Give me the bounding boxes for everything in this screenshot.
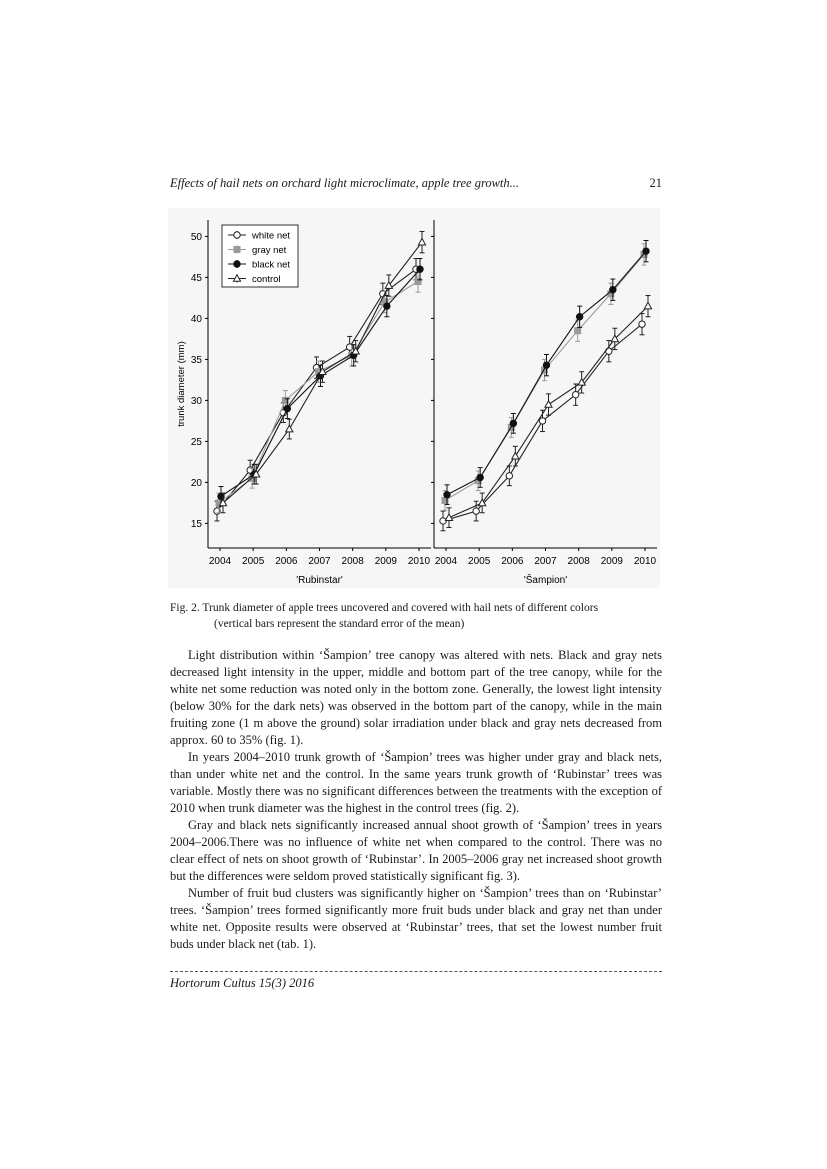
data-point-black-net xyxy=(576,314,582,320)
x-tick-label: 2004 xyxy=(208,556,232,567)
journal-footer: Hortorum Cultus 15(3) 2016 xyxy=(170,976,315,990)
paragraph-2: In years 2004–2010 trunk growth of ‘Šampion’ trees was higher under gray and black nets, than under white net and the control. In the same years trunk growth of ‘Rubinstar’ trees was variable. Mostly there was no significant differences between the treatments with the exception of 2010 when trunk diameter was the highest in the control trees (fig. 2). xyxy=(170,750,662,815)
figure-caption xyxy=(170,600,662,632)
paragraph-3: Gray and black nets significantly increased annual shoot growth of ‘Šampion’ trees in years 2004–2006.There was no influence of white net when compared to the control. There was no clear effect of nets on shoot growth of ‘Rubinstar’. In 2005–2006 gray net increased shoot growth but the differences were seldom proved statistically significant fig. 3). xyxy=(170,818,662,883)
data-point-gray-net xyxy=(575,328,581,334)
running-title: Effects of hail nets on orchard light microclimate, apple tree growth... xyxy=(170,176,520,190)
data-point-white-net xyxy=(639,321,645,327)
page-number: 21 xyxy=(649,176,662,190)
y-tick-label: 30 xyxy=(190,395,202,407)
legend-label-black-net: black net xyxy=(252,259,291,271)
legend-marker-white-net xyxy=(234,232,240,238)
data-point-white-net xyxy=(572,391,578,397)
y-tick-label: 15 xyxy=(190,518,202,530)
x-tick-label: 2008 xyxy=(341,556,364,567)
y-tick-label: 45 xyxy=(190,272,202,284)
y-tick-label: 50 xyxy=(190,231,202,243)
legend-marker-gray-net xyxy=(234,247,240,253)
data-point-black-net xyxy=(417,266,423,272)
data-point-black-net xyxy=(643,248,649,254)
data-point-black-net xyxy=(510,420,516,426)
panel-label: 'Rubinstar' xyxy=(296,575,343,586)
x-tick-label: 2004 xyxy=(434,556,458,567)
y-tick-label: 25 xyxy=(190,436,202,448)
x-tick-label: 2009 xyxy=(600,556,623,567)
data-point-white-net xyxy=(473,508,479,514)
y-axis-label: trunk diameter (mm) xyxy=(176,341,187,427)
legend-label-gray-net: gray net xyxy=(252,245,287,256)
legend xyxy=(222,225,298,287)
data-point-white-net xyxy=(539,418,545,424)
caption-lead: Fig. 2. Trunk diameter of apple trees uncovered and covered with hail nets of different colors xyxy=(170,602,599,614)
footer-rule xyxy=(170,971,662,972)
data-point-black-net xyxy=(477,474,483,480)
y-tick-label: 20 xyxy=(190,477,202,489)
x-tick-label: 2007 xyxy=(308,556,331,567)
x-tick-label: 2010 xyxy=(633,556,657,567)
legend-label-control: control xyxy=(252,274,281,285)
x-tick-label: 2009 xyxy=(374,556,397,567)
x-tick-label: 2010 xyxy=(407,556,431,567)
data-point-black-net xyxy=(610,287,616,293)
paragraph-4: Number of fruit bud clusters was significantly higher on ‘Šampion’ trees than on ‘Rubinstar’ trees. ‘Šampion’ trees formed significantly more fruit buds under black and gray net than under white net. Opposite results were observed at ‘Rubinstar’ trees, that set the lowest number fruit buds under black net (tab. 1). xyxy=(170,886,662,951)
x-tick-label: 2007 xyxy=(534,556,557,567)
figure-trunk-diameter xyxy=(168,208,660,588)
body-text xyxy=(170,647,662,953)
panel-label: 'Šampion' xyxy=(523,575,568,586)
data-point-black-net xyxy=(444,492,450,498)
chart-svg xyxy=(168,208,660,588)
x-tick-label: 2005 xyxy=(468,556,491,567)
data-point-black-net xyxy=(284,405,290,411)
x-tick-label: 2005 xyxy=(242,556,265,567)
caption-rest: (vertical bars represent the standard error of the mean) xyxy=(214,618,465,630)
data-point-black-net xyxy=(543,362,549,368)
x-tick-label: 2006 xyxy=(275,556,298,567)
legend-marker-black-net xyxy=(234,261,240,267)
running-header xyxy=(170,176,662,194)
x-tick-label: 2006 xyxy=(501,556,524,567)
data-point-white-net xyxy=(506,473,512,479)
y-tick-label: 40 xyxy=(190,313,202,325)
paragraph-1: Light distribution within ‘Šampion’ tree canopy was altered with nets. Black and gray nets decreased light intensity in the upper, middle and bottom part of the tree canopy, while for the white net some reduction was noted only in the bottom zone. Generally, the lowest light intensity (below 30% for the dark nets) was observed in the bottom part of the canopy, while in the main fruiting zone (1 m above the ground) solar irradiation under black and gray nets decreased from approx. 60 to 35% (fig. 1). xyxy=(170,648,662,747)
legend-label-white-net: white net xyxy=(252,230,291,242)
data-point-black-net xyxy=(384,303,390,309)
x-tick-label: 2008 xyxy=(567,556,590,567)
y-tick-label: 35 xyxy=(190,354,202,366)
